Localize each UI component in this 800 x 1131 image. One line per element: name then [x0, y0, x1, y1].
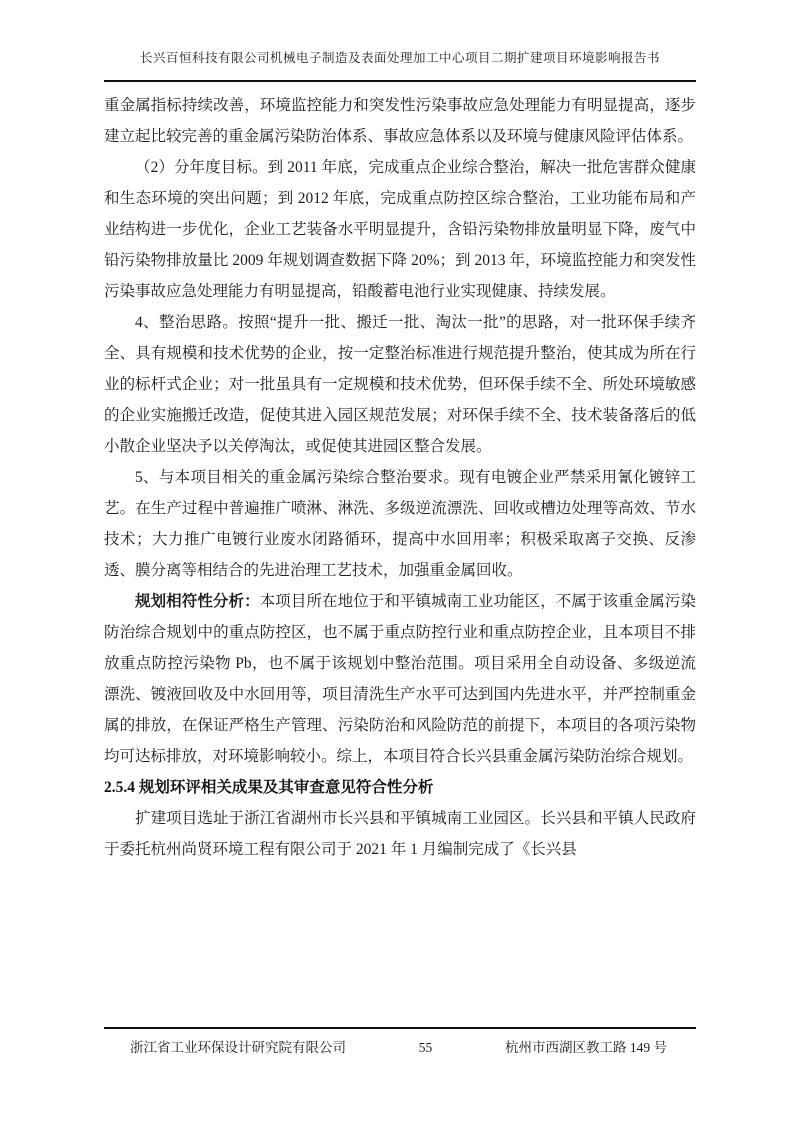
paragraph-rectification-idea: 4、整治思路。按照“提升一批、搬迁一批、淘汰一批”的思路，对一批环保手续齐全、具有规模和技术优势的企业，按一定整治标准进行规范提升整治，使其成为所在行业的标杆式企业；对一批虽具有一定规模和技术优势，但环保手续不全、所处环境敏感的企业实施搬迁改造，促使其进入园区规范发展；对环保手续不全、技术装备落后的低小散企业坚决予以关停淘汰，或促使其进园区整合发展。	[104, 314, 696, 455]
footer-address: 杭州市西湖区教工路 149 号	[505, 1040, 667, 1055]
paragraph-integrated-requirements: 5、与本项目相关的重金属污染综合整治要求。现有电镀企业严禁采用氰化镀锌工艺。在生产过程中普遍推广喷淋、淋洗、多级逆流漂洗、回收或槽边处理等高效、节水技术；大力推广电镀行业废水闭路循环，提高中水回用率；积极采取离子交换、反渗透、膜分离等相结合的先进治理工艺技术，加强重金属回收。	[104, 469, 696, 579]
document-body	[104, 90, 696, 865]
footer-page-number: 55	[418, 1040, 433, 1055]
paragraph-planning-conformity	[104, 586, 696, 772]
header-rule	[104, 80, 696, 82]
report-title: 长兴百恒科技有限公司机械电子制造及表面处理加工中心项目二期扩建项目环境影响报告书	[139, 51, 660, 65]
page-footer	[104, 1027, 696, 1056]
planning-conformity-label: 规划相符性分析：	[135, 593, 260, 610]
section-heading-2-5-4: 2.5.4 规划环评相关成果及其审查意见符合性分析	[104, 779, 434, 796]
footer-company: 浙江省工业环保设计研究院有限公司	[130, 1040, 346, 1055]
paragraph-annual-goals: （2）分年度目标。到 2011 年底，完成重点企业综合整治，解决一批危害群众健康和生态环境的突出问题；到 2012 年底，完成重点防控区综合整治，工业功能布局和产业结构进一步优化，企业工艺装备水平明显提升，含铅污染物排放量明显下降，废气中铅污染物排放量比 2009 年规划调查数据下降 20%；到 2013 年，环境监控能力和突发性污染事故应急处理能力有明显提高，铅酸蓄电池行业实现健康、持续发展。	[104, 159, 696, 300]
page-header	[104, 0, 696, 82]
paragraph-heavy-metal-improvement: 重金属指标持续改善，环境监控能力和突发性污染事故应急处理能力有明显提高，逐步建立起比较完善的重金属污染防治体系、事故应急体系以及环境与健康风险评估体系。	[104, 97, 696, 145]
planning-conformity-text: 本项目所在地位于和平镇城南工业功能区，不属于该重金属污染防治综合规划中的重点防控区，也不属于重点防控行业和重点防控企业，且本项目不排放重点防控污染物 Pb，也不属于该规划中整治范围。项目采用全自动设备、多级逆流漂洗、镀液回收及中水回用等，项目清洗生产水平可达到国内先进水平，并严控制重金属的排放，在保证严格生产管理、污染防治和风险防范的前提下，本项目的各项污染物均可达标排放，对环境影响较小。综上，本项目符合长兴县重金属污染防治综合规划。	[104, 593, 696, 765]
paragraph-site-selection: 扩建项目选址于浙江省湖州市长兴县和平镇城南工业园区。长兴县和平镇人民政府于委托杭州尚贤环境工程有限公司于 2021 年 1 月编制完成了《长兴县	[104, 810, 696, 858]
